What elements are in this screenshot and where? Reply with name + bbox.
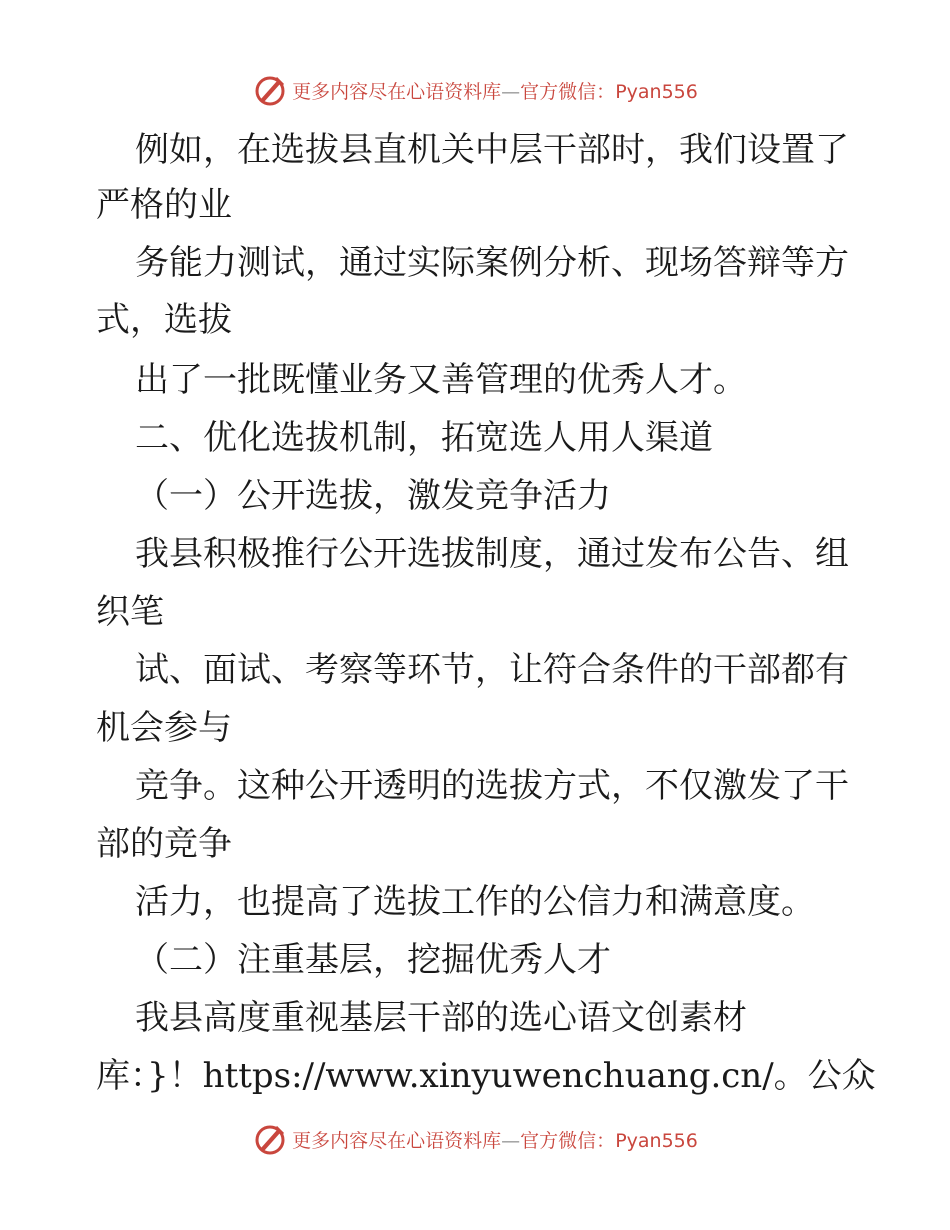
text-line: 式，选拔 bbox=[96, 300, 232, 340]
footer-watermark bbox=[0, 1119, 950, 1159]
watermark-wechat: Pyan556 bbox=[615, 80, 698, 103]
text-line: 我县积极推行公开选拔制度，通过发布公告、组 bbox=[135, 534, 849, 574]
watermark-main: 更多内容尽在心语资料库 bbox=[292, 80, 502, 103]
text-line: 织笔 bbox=[96, 592, 164, 632]
header-watermark bbox=[0, 70, 950, 110]
watermark-main: 更多内容尽在心语资料库 bbox=[292, 1129, 502, 1152]
text-line: 我县高度重视基层干部的选心语文创素材 bbox=[135, 998, 747, 1038]
text-line: 出了一批既懂业务又善管理的优秀人才。 bbox=[135, 360, 747, 400]
watermark-dash: — bbox=[501, 80, 521, 103]
watermark-official: 官方微信： bbox=[520, 80, 616, 103]
text-line: 试、面试、考察等环节，让符合条件的干部都有 bbox=[135, 650, 849, 690]
watermark-wechat: Pyan556 bbox=[615, 1129, 698, 1152]
text-line: 部的竞争 bbox=[96, 824, 232, 864]
watermark-dash: — bbox=[501, 1129, 521, 1152]
subsection-heading: （一）公开选拔，激发竞争活力 bbox=[135, 476, 611, 516]
text-line: 严格的业 bbox=[96, 185, 232, 225]
text-line: 活力，也提高了选拔工作的公信力和满意度。 bbox=[135, 882, 815, 922]
text-line: 务能力测试，通过实际案例分析、现场答辩等方 bbox=[135, 243, 849, 283]
text-line: 例如，在选拔县直机关中层干部时，我们设置了 bbox=[135, 130, 849, 170]
pen-logo-icon bbox=[252, 72, 288, 108]
watermark-text bbox=[292, 1126, 698, 1153]
text-line-with-link: 库：}！https://www.xinyuwenchuang.cn/。公众 bbox=[96, 1056, 876, 1096]
pen-logo-icon bbox=[252, 1121, 288, 1157]
text-line: 机会参与 bbox=[96, 708, 232, 748]
watermark-text bbox=[292, 77, 698, 104]
subsection-heading: （二）注重基层，挖掘优秀人才 bbox=[135, 940, 611, 980]
text-line: 竞争。这种公开透明的选拔方式，不仅激发了干 bbox=[135, 766, 849, 806]
section-heading: 二、优化选拔机制，拓宽选人用人渠道 bbox=[135, 418, 713, 458]
watermark-official: 官方微信： bbox=[520, 1129, 616, 1152]
